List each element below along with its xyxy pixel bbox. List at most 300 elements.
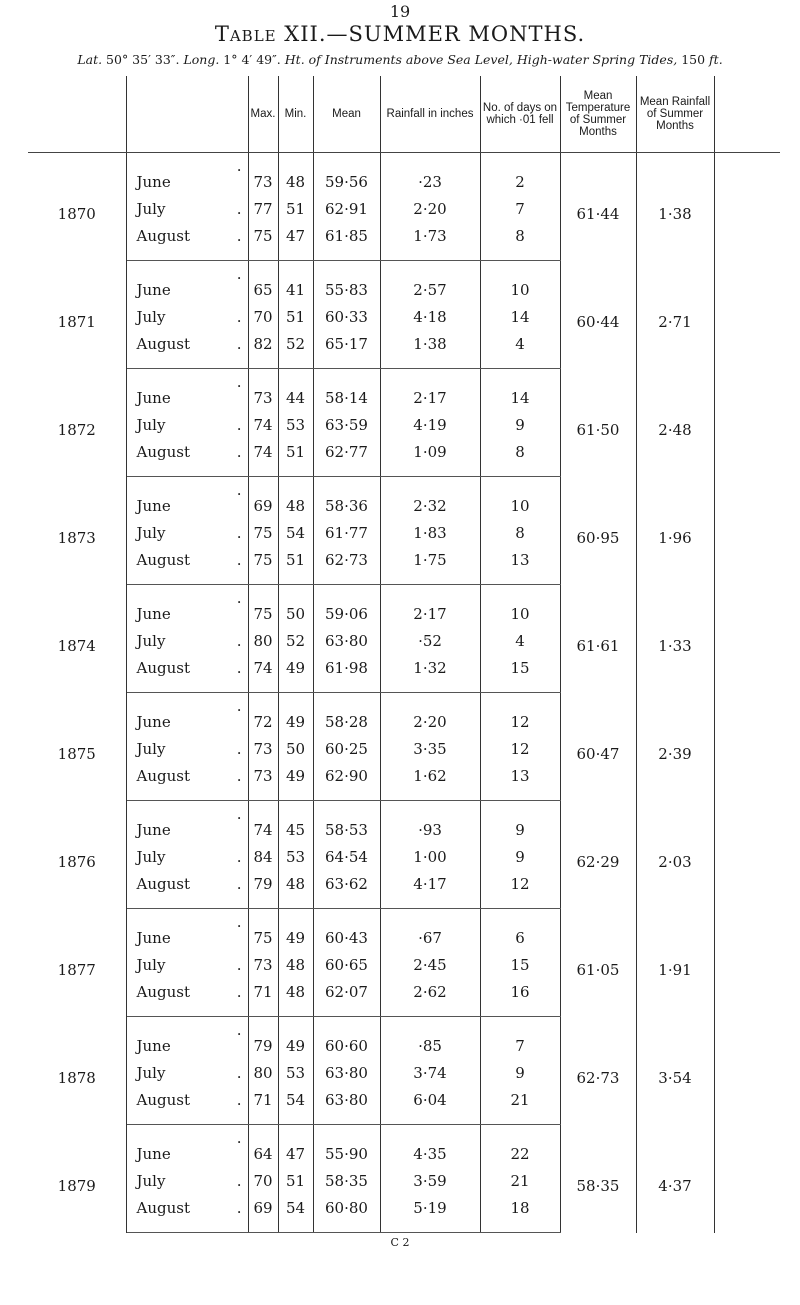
max-cell: 69 bbox=[248, 477, 278, 521]
days-cell: 10 bbox=[480, 261, 560, 305]
min-cell: 50 bbox=[278, 585, 313, 629]
month-dot: . bbox=[236, 697, 242, 715]
rainfall-cell: ·52 bbox=[380, 628, 480, 655]
min-cell: 49 bbox=[278, 1017, 313, 1061]
min-cell: 47 bbox=[278, 223, 313, 261]
mean-cell: 58·53 bbox=[313, 801, 380, 845]
rainfall-cell: 2·20 bbox=[380, 693, 480, 737]
year-cell: 1876 bbox=[28, 801, 126, 909]
height-label: Ht. of Instruments above Sea Level, High-water Spring Tides, bbox=[284, 52, 678, 67]
mean-cell: 63·59 bbox=[313, 412, 380, 439]
rainfall-cell: 6·04 bbox=[380, 1087, 480, 1125]
month-name: July bbox=[136, 1064, 166, 1082]
mean-cell: 61·85 bbox=[313, 223, 380, 261]
table-row bbox=[28, 801, 780, 845]
rainfall-cell: 2·57 bbox=[380, 261, 480, 305]
rainfall-cell: 1·83 bbox=[380, 520, 480, 547]
month-name: August bbox=[136, 1091, 190, 1109]
month-dot: . bbox=[236, 589, 242, 607]
month-name: July bbox=[136, 740, 166, 758]
rainfall-cell: 2·62 bbox=[380, 979, 480, 1017]
min-cell: 52 bbox=[278, 331, 313, 369]
month-cell bbox=[126, 871, 248, 909]
month-cell bbox=[126, 1087, 248, 1125]
min-cell: 54 bbox=[278, 1195, 313, 1233]
table-row bbox=[28, 153, 780, 197]
header-rainfall: Rainfall in inches bbox=[380, 76, 480, 153]
month-dot: . bbox=[236, 659, 242, 677]
rainfall-cell: ·23 bbox=[380, 153, 480, 197]
max-cell: 75 bbox=[248, 547, 278, 585]
page-number: 19 bbox=[389, 2, 411, 21]
header-month bbox=[126, 76, 248, 153]
month-cell bbox=[126, 628, 248, 655]
month-dot: . bbox=[236, 157, 242, 175]
days-cell: 9 bbox=[480, 1060, 560, 1087]
month-dot: . bbox=[236, 443, 242, 461]
days-cell: 8 bbox=[480, 223, 560, 261]
mean-cell: 60·60 bbox=[313, 1017, 380, 1061]
year-cell: 1874 bbox=[28, 585, 126, 693]
month-name: July bbox=[136, 848, 166, 866]
rainfall-cell: 1·00 bbox=[380, 844, 480, 871]
mean-temperature-cell: 61·61 bbox=[560, 585, 636, 693]
month-dot: . bbox=[236, 1064, 242, 1082]
days-cell: 7 bbox=[480, 1017, 560, 1061]
month-dot: . bbox=[236, 875, 242, 893]
rainfall-cell: 4·35 bbox=[380, 1125, 480, 1169]
year-cell: 1878 bbox=[28, 1017, 126, 1125]
header-empty bbox=[714, 76, 780, 153]
lat-label: Lat. bbox=[77, 52, 103, 67]
days-cell: 13 bbox=[480, 547, 560, 585]
max-cell: 73 bbox=[248, 153, 278, 197]
month-name: June bbox=[136, 281, 171, 299]
mean-temperature-cell: 58·35 bbox=[560, 1125, 636, 1233]
empty-cell bbox=[714, 693, 780, 801]
rainfall-cell: 2·20 bbox=[380, 196, 480, 223]
empty-cell bbox=[714, 477, 780, 585]
month-name: August bbox=[136, 875, 190, 893]
days-cell: 6 bbox=[480, 909, 560, 953]
rainfall-cell: 2·17 bbox=[380, 369, 480, 413]
min-cell: 49 bbox=[278, 693, 313, 737]
month-dot: . bbox=[236, 551, 242, 569]
days-cell: 13 bbox=[480, 763, 560, 801]
rainfall-cell: 2·45 bbox=[380, 952, 480, 979]
month-dot: . bbox=[236, 1021, 242, 1039]
days-cell: 10 bbox=[480, 585, 560, 629]
max-cell: 80 bbox=[248, 1060, 278, 1087]
max-cell: 74 bbox=[248, 801, 278, 845]
month-dot: . bbox=[236, 200, 242, 218]
header-row bbox=[28, 76, 780, 153]
empty-cell bbox=[714, 909, 780, 1017]
min-cell: 49 bbox=[278, 655, 313, 693]
month-name: August bbox=[136, 443, 190, 461]
max-cell: 69 bbox=[248, 1195, 278, 1233]
header-days: No. of days on which ·01 fell bbox=[480, 76, 560, 153]
mean-cell: 55·83 bbox=[313, 261, 380, 305]
max-cell: 80 bbox=[248, 628, 278, 655]
year-cell: 1879 bbox=[28, 1125, 126, 1233]
mean-cell: 60·25 bbox=[313, 736, 380, 763]
max-cell: 77 bbox=[248, 196, 278, 223]
mean-cell: 59·56 bbox=[313, 153, 380, 197]
days-cell: 14 bbox=[480, 304, 560, 331]
month-dot: . bbox=[236, 848, 242, 866]
month-name: August bbox=[136, 1199, 190, 1217]
month-cell bbox=[126, 477, 248, 521]
header-mean: Mean bbox=[313, 76, 380, 153]
long-value: 1° 4′ 49″. bbox=[223, 52, 281, 67]
min-cell: 51 bbox=[278, 1168, 313, 1195]
header-mean-rainfall: Mean Rainfall of Summer Months bbox=[636, 76, 714, 153]
min-cell: 47 bbox=[278, 1125, 313, 1169]
days-cell: 15 bbox=[480, 655, 560, 693]
month-cell bbox=[126, 547, 248, 585]
empty-cell bbox=[714, 1125, 780, 1233]
month-name: June bbox=[136, 821, 171, 839]
empty-cell bbox=[714, 801, 780, 909]
month-dot: . bbox=[236, 481, 242, 499]
rainfall-cell: ·85 bbox=[380, 1017, 480, 1061]
year-cell: 1870 bbox=[28, 153, 126, 261]
month-cell bbox=[126, 844, 248, 871]
mean-cell: 61·98 bbox=[313, 655, 380, 693]
days-cell: 12 bbox=[480, 736, 560, 763]
month-dot: . bbox=[236, 956, 242, 974]
mean-cell: 58·35 bbox=[313, 1168, 380, 1195]
rainfall-cell: 3·59 bbox=[380, 1168, 480, 1195]
month-dot: . bbox=[236, 1091, 242, 1109]
mean-rainfall-cell: 1·38 bbox=[636, 153, 714, 261]
days-cell: 18 bbox=[480, 1195, 560, 1233]
max-cell: 82 bbox=[248, 331, 278, 369]
mean-cell: 62·07 bbox=[313, 979, 380, 1017]
mean-temperature-cell: 61·50 bbox=[560, 369, 636, 477]
table-row bbox=[28, 693, 780, 737]
month-dot: . bbox=[236, 1172, 242, 1190]
month-cell bbox=[126, 196, 248, 223]
lat-value: 50° 35′ 33″. bbox=[106, 52, 180, 67]
max-cell: 73 bbox=[248, 952, 278, 979]
mean-rainfall-cell: 2·71 bbox=[636, 261, 714, 369]
month-dot: . bbox=[236, 767, 242, 785]
mean-rainfall-cell: 3·54 bbox=[636, 1017, 714, 1125]
min-cell: 53 bbox=[278, 1060, 313, 1087]
mean-rainfall-cell: 2·03 bbox=[636, 801, 714, 909]
month-name: June bbox=[136, 1037, 171, 1055]
min-cell: 48 bbox=[278, 477, 313, 521]
days-cell: 9 bbox=[480, 801, 560, 845]
month-cell bbox=[126, 1017, 248, 1061]
mean-temperature-cell: 61·44 bbox=[560, 153, 636, 261]
month-name: June bbox=[136, 929, 171, 947]
month-dot: . bbox=[236, 740, 242, 758]
month-name: July bbox=[136, 308, 166, 326]
rainfall-cell: 4·19 bbox=[380, 412, 480, 439]
rainfall-cell: 2·17 bbox=[380, 585, 480, 629]
month-dot: . bbox=[236, 805, 242, 823]
max-cell: 71 bbox=[248, 979, 278, 1017]
mean-cell: 62·91 bbox=[313, 196, 380, 223]
min-cell: 50 bbox=[278, 736, 313, 763]
empty-cell bbox=[714, 153, 780, 261]
mean-cell: 63·80 bbox=[313, 1087, 380, 1125]
mean-rainfall-cell: 4·37 bbox=[636, 1125, 714, 1233]
header-max: Max. bbox=[248, 76, 278, 153]
month-cell bbox=[126, 1060, 248, 1087]
mean-cell: 58·36 bbox=[313, 477, 380, 521]
mean-cell: 62·77 bbox=[313, 439, 380, 477]
month-dot: . bbox=[236, 1199, 242, 1217]
month-cell bbox=[126, 952, 248, 979]
max-cell: 75 bbox=[248, 223, 278, 261]
max-cell: 73 bbox=[248, 736, 278, 763]
month-name: June bbox=[136, 1145, 171, 1163]
month-cell bbox=[126, 979, 248, 1017]
rainfall-cell: 5·19 bbox=[380, 1195, 480, 1233]
mean-cell: 62·73 bbox=[313, 547, 380, 585]
year-cell: 1871 bbox=[28, 261, 126, 369]
month-dot: . bbox=[236, 913, 242, 931]
month-cell bbox=[126, 693, 248, 737]
mean-cell: 58·14 bbox=[313, 369, 380, 413]
month-cell bbox=[126, 655, 248, 693]
rainfall-cell: 1·73 bbox=[380, 223, 480, 261]
min-cell: 48 bbox=[278, 153, 313, 197]
days-cell: 15 bbox=[480, 952, 560, 979]
mean-cell: 62·90 bbox=[313, 763, 380, 801]
rainfall-cell: 1·75 bbox=[380, 547, 480, 585]
mean-cell: 61·77 bbox=[313, 520, 380, 547]
mean-cell: 59·06 bbox=[313, 585, 380, 629]
empty-cell bbox=[714, 261, 780, 369]
days-cell: 16 bbox=[480, 979, 560, 1017]
month-cell bbox=[126, 331, 248, 369]
height-unit: ft. bbox=[709, 52, 723, 67]
month-cell bbox=[126, 520, 248, 547]
height-value: 150 bbox=[681, 52, 706, 67]
month-cell bbox=[126, 736, 248, 763]
mean-cell: 63·80 bbox=[313, 628, 380, 655]
days-cell: 9 bbox=[480, 412, 560, 439]
month-dot: . bbox=[236, 1129, 242, 1147]
mean-rainfall-cell: 2·39 bbox=[636, 693, 714, 801]
min-cell: 54 bbox=[278, 520, 313, 547]
rainfall-cell: 3·74 bbox=[380, 1060, 480, 1087]
min-cell: 54 bbox=[278, 1087, 313, 1125]
days-cell: 4 bbox=[480, 628, 560, 655]
month-cell bbox=[126, 369, 248, 413]
month-name: August bbox=[136, 335, 190, 353]
month-name: August bbox=[136, 983, 190, 1001]
min-cell: 48 bbox=[278, 952, 313, 979]
empty-cell bbox=[714, 1017, 780, 1125]
max-cell: 74 bbox=[248, 655, 278, 693]
max-cell: 74 bbox=[248, 439, 278, 477]
min-cell: 48 bbox=[278, 871, 313, 909]
days-cell: 8 bbox=[480, 520, 560, 547]
mean-temperature-cell: 60·44 bbox=[560, 261, 636, 369]
mean-cell: 60·33 bbox=[313, 304, 380, 331]
month-cell bbox=[126, 153, 248, 197]
table-row bbox=[28, 261, 780, 305]
month-cell bbox=[126, 223, 248, 261]
year-cell: 1872 bbox=[28, 369, 126, 477]
header-year bbox=[28, 76, 126, 153]
mean-rainfall-cell: 1·96 bbox=[636, 477, 714, 585]
mean-cell: 60·43 bbox=[313, 909, 380, 953]
max-cell: 75 bbox=[248, 585, 278, 629]
table-row bbox=[28, 477, 780, 521]
summer-months-table bbox=[28, 76, 780, 1233]
max-cell: 75 bbox=[248, 520, 278, 547]
month-cell bbox=[126, 1168, 248, 1195]
mean-cell: 58·28 bbox=[313, 693, 380, 737]
days-cell: 12 bbox=[480, 871, 560, 909]
max-cell: 74 bbox=[248, 412, 278, 439]
mean-cell: 63·80 bbox=[313, 1060, 380, 1087]
empty-cell bbox=[714, 585, 780, 693]
max-cell: 71 bbox=[248, 1087, 278, 1125]
table-title: Table XII.—SUMMER MONTHS. bbox=[214, 22, 586, 46]
mean-cell: 60·65 bbox=[313, 952, 380, 979]
month-dot: . bbox=[236, 983, 242, 1001]
year-cell: 1873 bbox=[28, 477, 126, 585]
month-dot: . bbox=[236, 335, 242, 353]
days-cell: 22 bbox=[480, 1125, 560, 1169]
month-dot: . bbox=[236, 265, 242, 283]
max-cell: 70 bbox=[248, 1168, 278, 1195]
month-name: July bbox=[136, 1172, 166, 1190]
month-cell bbox=[126, 412, 248, 439]
days-cell: 4 bbox=[480, 331, 560, 369]
mean-temperature-cell: 60·47 bbox=[560, 693, 636, 801]
month-cell bbox=[126, 304, 248, 331]
days-cell: 12 bbox=[480, 693, 560, 737]
month-cell bbox=[126, 909, 248, 953]
month-name: June bbox=[136, 713, 171, 731]
max-cell: 75 bbox=[248, 909, 278, 953]
month-name: June bbox=[136, 605, 171, 623]
month-name: July bbox=[136, 200, 166, 218]
mean-cell: 60·80 bbox=[313, 1195, 380, 1233]
rainfall-cell: 4·17 bbox=[380, 871, 480, 909]
month-cell bbox=[126, 1195, 248, 1233]
mean-temperature-cell: 60·95 bbox=[560, 477, 636, 585]
mean-cell: 55·90 bbox=[313, 1125, 380, 1169]
max-cell: 64 bbox=[248, 1125, 278, 1169]
days-cell: 2 bbox=[480, 153, 560, 197]
month-cell bbox=[126, 1125, 248, 1169]
month-name: July bbox=[136, 524, 166, 542]
month-cell bbox=[126, 261, 248, 305]
month-name: July bbox=[136, 956, 166, 974]
month-name: August bbox=[136, 227, 190, 245]
rainfall-cell: 1·38 bbox=[380, 331, 480, 369]
year-cell: 1877 bbox=[28, 909, 126, 1017]
days-cell: 9 bbox=[480, 844, 560, 871]
header-min: Min. bbox=[278, 76, 313, 153]
min-cell: 51 bbox=[278, 304, 313, 331]
days-cell: 10 bbox=[480, 477, 560, 521]
table-row bbox=[28, 369, 780, 413]
mean-temperature-cell: 62·29 bbox=[560, 801, 636, 909]
max-cell: 73 bbox=[248, 369, 278, 413]
mean-rainfall-cell: 2·48 bbox=[636, 369, 714, 477]
max-cell: 73 bbox=[248, 763, 278, 801]
table-row bbox=[28, 585, 780, 629]
days-cell: 7 bbox=[480, 196, 560, 223]
table-row bbox=[28, 1017, 780, 1061]
month-dot: . bbox=[236, 373, 242, 391]
min-cell: 48 bbox=[278, 979, 313, 1017]
min-cell: 53 bbox=[278, 844, 313, 871]
month-dot: . bbox=[236, 308, 242, 326]
footer-signature: C 2 bbox=[390, 1236, 410, 1249]
days-cell: 14 bbox=[480, 369, 560, 413]
month-name: August bbox=[136, 551, 190, 569]
days-cell: 21 bbox=[480, 1087, 560, 1125]
max-cell: 79 bbox=[248, 871, 278, 909]
rainfall-cell: ·93 bbox=[380, 801, 480, 845]
table-row bbox=[28, 909, 780, 953]
max-cell: 84 bbox=[248, 844, 278, 871]
max-cell: 79 bbox=[248, 1017, 278, 1061]
month-cell bbox=[126, 763, 248, 801]
empty-cell bbox=[714, 369, 780, 477]
table-subtitle bbox=[0, 52, 800, 67]
min-cell: 49 bbox=[278, 763, 313, 801]
month-dot: . bbox=[236, 227, 242, 245]
min-cell: 51 bbox=[278, 196, 313, 223]
month-dot: . bbox=[236, 632, 242, 650]
rainfall-cell: 1·09 bbox=[380, 439, 480, 477]
month-cell bbox=[126, 439, 248, 477]
month-dot: . bbox=[236, 524, 242, 542]
mean-cell: 65·17 bbox=[313, 331, 380, 369]
month-name: July bbox=[136, 416, 166, 434]
mean-temperature-cell: 61·05 bbox=[560, 909, 636, 1017]
month-name: June bbox=[136, 173, 171, 191]
max-cell: 72 bbox=[248, 693, 278, 737]
min-cell: 51 bbox=[278, 547, 313, 585]
rainfall-cell: 1·32 bbox=[380, 655, 480, 693]
month-name: July bbox=[136, 632, 166, 650]
rainfall-cell: 4·18 bbox=[380, 304, 480, 331]
long-label: Long. bbox=[183, 52, 220, 67]
month-name: June bbox=[136, 389, 171, 407]
min-cell: 41 bbox=[278, 261, 313, 305]
month-cell bbox=[126, 585, 248, 629]
rainfall-cell: ·67 bbox=[380, 909, 480, 953]
max-cell: 65 bbox=[248, 261, 278, 305]
month-dot: . bbox=[236, 416, 242, 434]
rainfall-cell: 1·62 bbox=[380, 763, 480, 801]
rainfall-cell: 3·35 bbox=[380, 736, 480, 763]
rainfall-cell: 2·32 bbox=[380, 477, 480, 521]
mean-cell: 64·54 bbox=[313, 844, 380, 871]
days-cell: 21 bbox=[480, 1168, 560, 1195]
mean-cell: 63·62 bbox=[313, 871, 380, 909]
max-cell: 70 bbox=[248, 304, 278, 331]
min-cell: 53 bbox=[278, 412, 313, 439]
mean-temperature-cell: 62·73 bbox=[560, 1017, 636, 1125]
days-cell: 8 bbox=[480, 439, 560, 477]
month-name: August bbox=[136, 659, 190, 677]
